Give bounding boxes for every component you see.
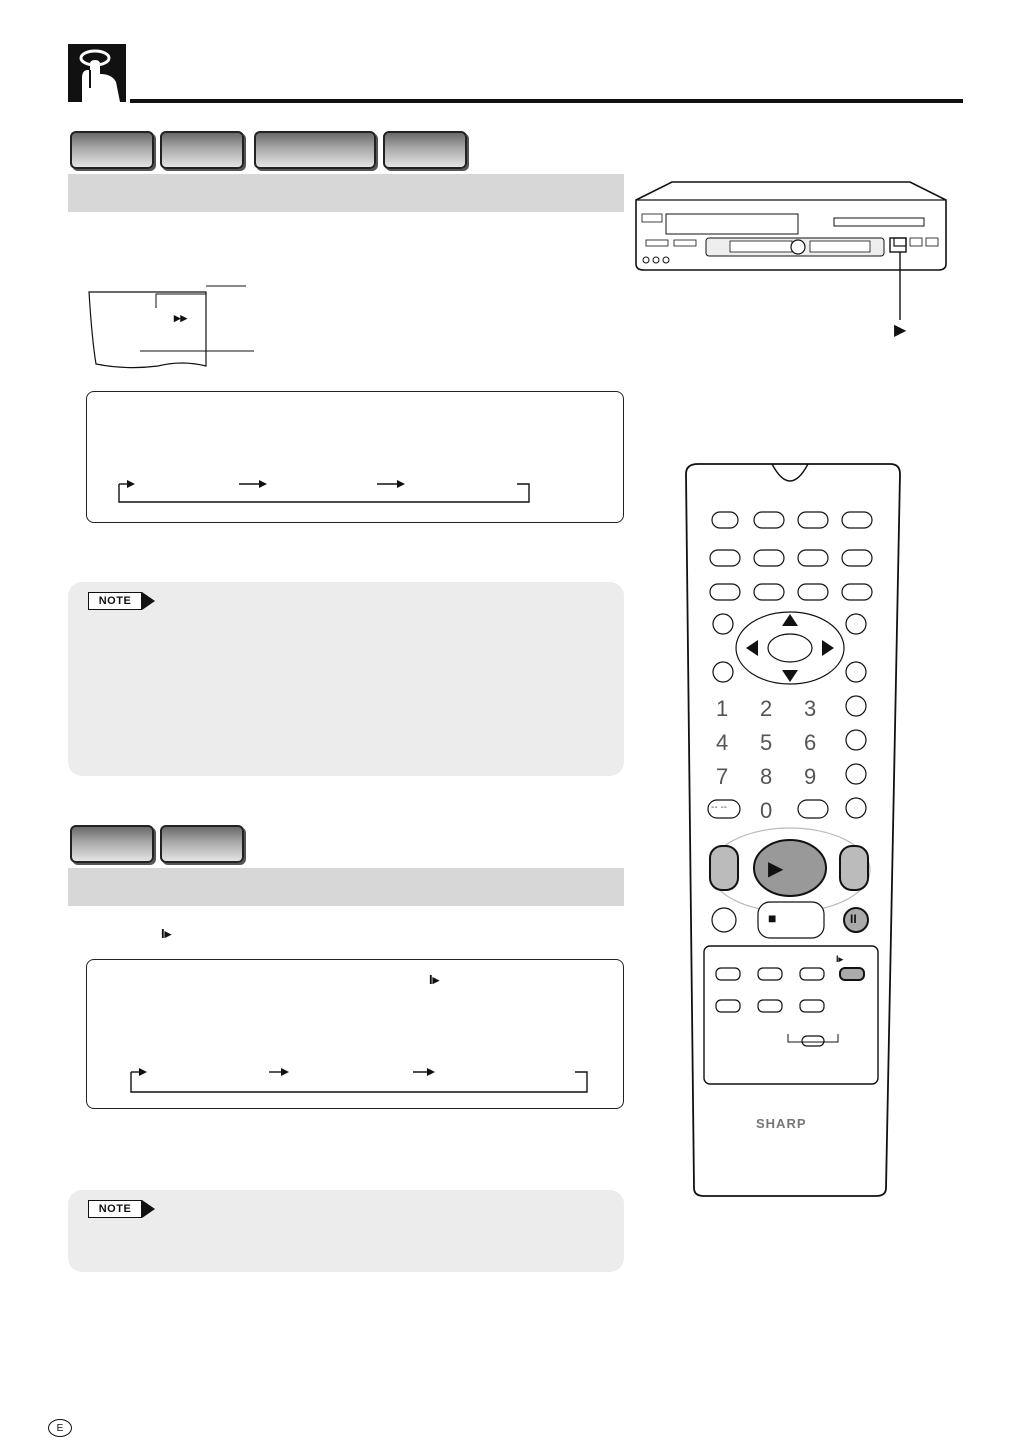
remote-key-8: 8	[760, 764, 773, 789]
note-panel-2	[68, 1190, 624, 1272]
remote-key-9: 9	[804, 764, 817, 789]
language-mark: E	[48, 1419, 72, 1437]
section-tab-1	[70, 131, 154, 169]
remote-stop-symbol: ■	[768, 910, 777, 926]
remote-play-symbol: ▶	[768, 858, 784, 880]
section-heading-band-2	[68, 868, 624, 906]
section-tab-5	[70, 825, 154, 863]
remote-key-6: 6	[804, 730, 817, 755]
remote-key-0: 0	[760, 798, 773, 823]
remote-key-4: 4	[716, 730, 729, 755]
step-slow-symbol: I▸	[429, 972, 440, 987]
slow-indicator: I▸	[161, 926, 172, 941]
remote-slow-symbol: I▸	[836, 954, 844, 964]
step-cycle-arrows	[127, 1066, 593, 1096]
note-label-2: NOTE	[88, 1200, 142, 1218]
remote-pause-symbol: II	[850, 912, 857, 926]
remote-brand-logo: SHARP	[756, 1116, 807, 1131]
remote-key-dash: -- --	[711, 802, 728, 813]
hand-pointer-icon	[68, 44, 126, 102]
device-play-symbol: ▶	[894, 322, 907, 339]
section-heading-band	[68, 174, 624, 212]
section-tab-2	[160, 131, 244, 169]
speed-cycle-box	[86, 391, 624, 523]
remote-control-icon	[680, 458, 902, 1200]
screen-indicator-diagram	[86, 280, 266, 372]
remote-key-3: 3	[804, 696, 817, 721]
note-panel-1	[68, 582, 624, 776]
remote-key-1: 1	[716, 696, 729, 721]
speed-cycle-arrows	[115, 480, 535, 504]
fast-forward-indicator: ▸▸	[174, 310, 188, 325]
note-label: NOTE	[88, 592, 142, 610]
vcr-dvd-player-icon	[630, 178, 950, 338]
step-cycle-box	[86, 959, 624, 1109]
section-tab-6	[160, 825, 244, 863]
section-tab-3	[254, 131, 376, 169]
remote-key-7: 7	[716, 764, 729, 789]
section-tab-4	[383, 131, 467, 169]
remote-key-5: 5	[760, 730, 773, 755]
remote-key-2: 2	[760, 696, 773, 721]
header-rule	[130, 99, 963, 103]
